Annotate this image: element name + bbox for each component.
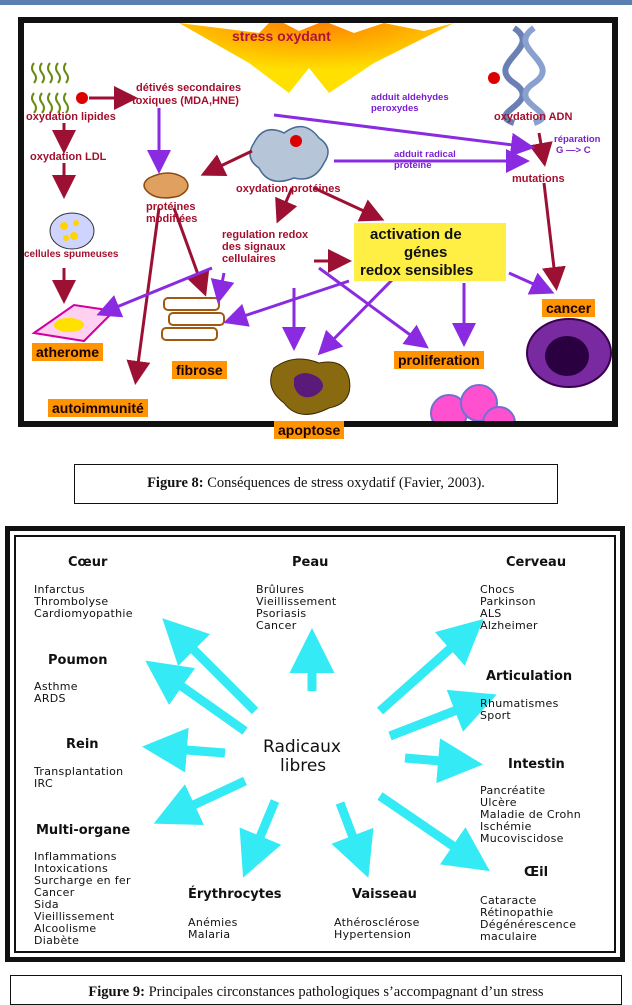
regulation-label-2: des signaux (222, 241, 286, 253)
atherome-tag: atherome (32, 343, 103, 361)
coeur-item: Thrombolyse (34, 595, 109, 608)
adduit-aldehydes-label-2: peroxydes (371, 103, 419, 114)
cerveau-item: Alzheimer (480, 619, 538, 632)
multi-organe-item: Intoxications (34, 862, 108, 875)
foam-cell-icon (50, 213, 94, 249)
adduit-radical-label-2: protéine (394, 160, 432, 171)
vaisseau-item: Athérosclérose (334, 916, 420, 929)
adduit-radical-label-1: adduit radical (394, 149, 456, 160)
reparation-label-1: réparation (554, 134, 601, 145)
cerveau-item: Parkinson (480, 595, 536, 608)
oxydation-lipides-label: oxydation lipides (26, 111, 116, 123)
proliferation-cells-icon (431, 385, 515, 421)
organ-title-vaisseau: Vaisseau (352, 887, 417, 902)
figure-8-caption (74, 464, 558, 504)
intestin-item: Ulcère (480, 796, 517, 809)
cancer-tag: cancer (542, 299, 595, 317)
coeur-item: Cardiomyopathie (34, 607, 133, 620)
peau-item: Psoriasis (256, 607, 307, 620)
oxydation-ldl-label: oxydation LDL (30, 151, 107, 163)
regulation-label-3: cellulaires (222, 253, 276, 265)
fibrose-icon (162, 298, 224, 340)
intestin-item: Mucoviscidose (480, 832, 564, 845)
articulation-item: Sport (480, 709, 512, 722)
peau-item: Cancer (256, 619, 297, 632)
activation-label-2: génes (404, 244, 448, 261)
radicaux-libres-line-1: Radicaux (263, 737, 341, 757)
multi-organe-item: Vieillissement (34, 910, 115, 923)
peau-item: Vieillissement (256, 595, 337, 608)
organ-title-multi-organe: Multi-organe (36, 823, 131, 838)
modified-protein-icon (144, 173, 188, 198)
poumon-item: ARDS (34, 692, 66, 705)
autoimmunite-tag: autoimmunité (48, 399, 148, 417)
lipid-membrane-icon (32, 63, 68, 113)
figure-9-caption-text: Principales circonstances pathologiques s’accompagnant d’un stress (144, 984, 544, 1000)
figure-9-caption-bold: Figure 9: (88, 984, 145, 1000)
organ-title-erythrocytes: Érythrocytes (188, 887, 282, 902)
reparation-label-2: G —> C (556, 145, 591, 156)
figure-9-caption (10, 975, 622, 1005)
cerveau-item: ALS (480, 607, 502, 620)
cellules-spumeuses-label: cellules spumeuses (24, 249, 119, 260)
organ-title-intestin: Intestin (508, 757, 565, 772)
cancer-cell-icon (527, 319, 611, 387)
intestin-item: Pancréatite (480, 784, 546, 797)
oeil-item: maculaire (480, 930, 538, 943)
organ-title-rein: Rein (66, 737, 99, 752)
multi-organe-item: Inflammations (34, 850, 117, 863)
mutations-label: mutations (512, 173, 565, 185)
figure-8-caption-bold: Figure 8: (147, 475, 204, 491)
apoptose-tag: apoptose (274, 421, 344, 439)
activation-label-3: redox sensibles (360, 262, 474, 279)
organ-title-articulation: Articulation (486, 669, 573, 684)
organ-title-poumon: Poumon (48, 653, 108, 668)
proteines-modifiees-label-1: protéines (146, 201, 196, 213)
protein-icon (250, 127, 328, 182)
cerveau-item: Chocs (480, 583, 515, 596)
multi-organe-item: Diabète (34, 934, 80, 947)
organ-title-oeil: Œil (524, 865, 549, 880)
rein-item: IRC (34, 777, 53, 790)
regulation-label-1: regulation redox (222, 229, 309, 241)
coeur-item: Infarctus (34, 583, 85, 596)
poumon-item: Asthme (34, 680, 78, 693)
multi-organe-item: Sida (34, 898, 59, 911)
stress-oxydant-label: stress oxydant (232, 28, 331, 44)
proliferation-tag: proliferation (394, 351, 484, 369)
organ-title-coeur: Cœur (68, 555, 108, 570)
adduit-aldehydes-label-1: adduit aldehydes (371, 92, 449, 103)
derives-label-1: détivés secondaires (136, 82, 242, 94)
oeil-item: Rétinopathie (480, 906, 554, 919)
figure-8-graphics (24, 23, 612, 421)
multi-organe-item: Cancer (34, 886, 75, 899)
top-rule (0, 0, 632, 5)
oeil-item: Cataracte (480, 894, 537, 907)
intestin-item: Maladie de Crohn (480, 808, 582, 821)
erythrocytes-item: Anémies (188, 916, 238, 929)
figure-8-diagram (18, 17, 618, 438)
fibrose-tag: fibrose (172, 361, 227, 379)
intestin-item: Ischémie (480, 820, 532, 833)
articulation-item: Rhumatismes (480, 697, 559, 710)
activation-label-1: activation de (370, 226, 462, 243)
derives-label-2: toxiques (MDA,HNE) (132, 95, 239, 107)
multi-organe-item: Surcharge en fer (34, 874, 131, 887)
radicaux-libres-line-2: libres (280, 756, 327, 776)
figure-9-diagram (5, 526, 625, 962)
multi-organe-item: Alcoolisme (34, 922, 97, 935)
oeil-item: Dégénérescence (480, 918, 577, 931)
erythrocytes-item: Malaria (188, 928, 231, 941)
vaisseau-item: Hypertension (334, 928, 412, 941)
proteines-modifiees-label-2: modifiées (146, 213, 198, 225)
organ-title-peau: Peau (292, 555, 329, 570)
oxydation-proteines-label: oxydation protéines (236, 183, 341, 195)
organ-title-cerveau: Cerveau (506, 555, 567, 570)
rein-item: Transplantation (34, 765, 124, 778)
figure-8-caption-text: Conséquences de stress oxydatif (Favier, 2003). (203, 475, 485, 491)
oxydation-adn-label: oxydation ADN (494, 111, 573, 123)
dna-helix-icon (505, 28, 542, 123)
peau-item: Brûlures (256, 583, 305, 596)
